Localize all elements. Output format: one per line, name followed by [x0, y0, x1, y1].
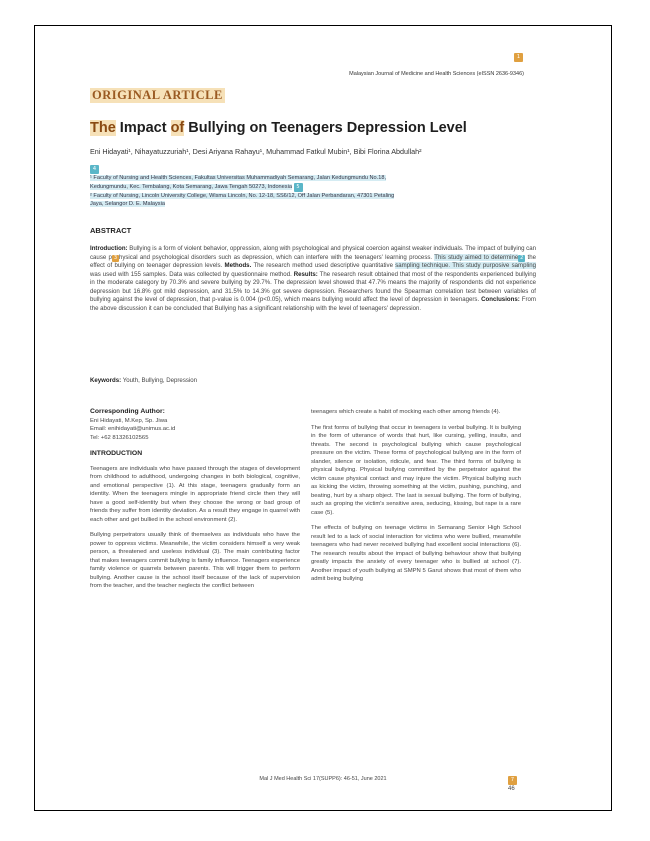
paragraph: Bullying perpetrators usually think of themselves as individuals who have the power to oppress victims. Meanwhile, the victim considers himself a very weak person, a threatened and useless individual (3). The main contributing factor that makes teenagers commit bullying is family influence. Teenagers experience family violence or quarrels between parents. This will trigger them to perform bullying. Another cause is the school itself because of the lack of supervision from the teacher, and the teacher neglects the conflict between [90, 532, 300, 589]
affiliation-line: Jaya, Selangor D. E. Malaysia [90, 201, 165, 207]
paragraph: Teenagers are individuals who have passed through the stages of development from childhood to adulthood, undergoing changes in both biological, cognitive, and emotional perspective (1). At this stage, teenagers gradually form an identity. When the teenagers mingle in appropriate friend circle then they will have a good self-identity but when they choose the wrong or bad group of friends they suffer from identity deviation. As a result they engage in quarrel with each other and get bullied in the school environment (2). [90, 465, 300, 523]
annotation-badge: 4 [90, 165, 99, 174]
keywords-label: Keywords: [90, 377, 122, 384]
right-column [311, 408, 521, 591]
page-number: 46 [508, 786, 515, 792]
title-part-3: of [170, 120, 185, 136]
article-title [90, 120, 467, 136]
annotation-badge: 3 [113, 254, 118, 261]
left-column [90, 408, 300, 598]
results-label: Results: [293, 270, 318, 278]
methods-label: Methods. [224, 262, 252, 269]
affiliations [90, 165, 540, 209]
affiliation-line: ² Faculty of Nursing, Lincoln University College, Wisma Lincoln, No. 12-18, SS6/12, Off Jalan Perbandaran, 47301 Petaling [90, 192, 395, 199]
title-part-4: Bullying on Teenagers Depression Level [184, 120, 467, 136]
abstract-heading: ABSTRACT [90, 226, 132, 235]
annotation-badge: 5 [294, 183, 303, 192]
journal-name: Malaysian Journal of Medicine and Health Sciences (eISSN 2636-9346) [349, 71, 524, 77]
title-part-2: Impact [115, 120, 171, 136]
abstract-text: Bullying is a form of violent behavior, oppression, along with psychological and physical coercion against weaker individuals. The impact of bullying can cause p [90, 245, 536, 261]
paragraph: The first forms of bullying that occur in teenagers is verbal bullying. It is bullying in the form of utterance of words that hurt, like cursing, yelling, insults, and threats. The second is psychological bullying which cause psychological pressure on the victim. These forms of psychological bullying are in the form of slander, silence or isolation, ridicule, and fear. The third forms of bullying is physical bullying. Physical bullying committed by the perpetrator against the victim cause physical contact and may injure the victim. Physical bullying such as kicking the victim, throwing something at the victim, pushing, punching, and beating, hurt by a sharp object. The last is sexual bullying. The form of bullying, such as groping the victim's sensitive area, seducing, kissing, but rape is a rare case (5). [311, 424, 521, 516]
section-label: ORIGINAL ARTICLE [92, 88, 223, 102]
annotation-badge: 1 [514, 53, 523, 62]
abstract-text: was used with 155 samples. Data was collected by questionnaire method. [90, 270, 294, 278]
author-list: Eni Hidayati¹, Nihayatuzzuriah¹, Desi Ariyana Rahayu¹, Muhammad Fatkul Mubin¹, Bibi Florina Abdullah² [90, 147, 422, 156]
keywords [90, 377, 197, 384]
affiliation-line: ¹ Faculty of Nursing and Health Sciences, Fakultas Universitas Muhammadiyah Semarang, Jalan Kedungmundu No.18, [90, 175, 386, 181]
abstract-text: the effect of bullying on teenager depression levels. [90, 253, 536, 269]
corresponding-tel: Tel: +62 81326102565 [90, 434, 149, 441]
page-number-block [508, 776, 517, 792]
conclusion-label: Conclusions: [481, 296, 520, 303]
abstract-body [90, 245, 536, 313]
highlighted-text: sampling technique. This study purposive sampling [395, 262, 536, 269]
footer-citation: Mal J Med Health Sci 17(SUPP6): 46-51, June 2021 [259, 776, 387, 782]
annotation-badge: 2 [520, 254, 524, 261]
corresponding-email: Email: enihidayati@unimus.ac.id [90, 426, 176, 432]
journal-header [292, 54, 524, 77]
paragraph: The effects of bullying on teenage victims in Semarang Senior High School result led to a lack of social interaction for victims who were bullied, meanwhile teenagers who had never received bullying had excellent social interactions (6). The research results about the impact of bullying behaviour show that bullying greatly impacts the anxiety of every teenager who is bullied at school (7). Another impact of youth bullying at SMPN 5 Garut shows that most of them who admit being bullying [311, 525, 521, 582]
intro-label: Introduction: [90, 245, 128, 252]
corresponding-author [90, 408, 300, 442]
abstract-text: From the above discussion it can be concluded that Bullying has a significant relationship with the level of teenagers' depression. [90, 296, 536, 312]
introduction-heading: INTRODUCTION [90, 450, 143, 457]
highlighted-text: This study aimed to determine [434, 253, 519, 261]
paragraph: teenagers which create a habit of mocking each other among friends (4). [311, 409, 501, 415]
abstract-text: The research result obtained that most of the respondents experienced bullying in the moderate category by 70.3% and severe bullying by 29.7%. The depression level showed that 47.7% means the majority of respondents did not experience depression but 16.8% got mild depression, and 31.5% to 14.3% got severe depression. Researchers found the Spearman correlation test between variables of bullying against the level of depression, that p-value is 0.004 (p<0.05), which means bullying would affect the level of depression in teenagers. [90, 270, 536, 303]
corresponding-name: Eni Hidayati, M.Kep, Sp. Jiwa [90, 417, 168, 424]
abstract-text: The research method used descriptive quantitative [251, 262, 396, 269]
abstract-text: hysical and psychological disorders such as depression, which can interfere with the teenagers' learning process. [118, 253, 435, 261]
keywords-text: Youth, Bullying, Depression [121, 377, 198, 384]
title-part-1: The [90, 120, 116, 136]
affiliation-line: Kedungmundu, Kec. Tembalang, Kota Semarang, Jawa Tengah 50273, Indonesia [90, 183, 292, 190]
annotation-badge: 7 [508, 776, 517, 785]
corresponding-heading: Corresponding Author: [90, 408, 165, 415]
